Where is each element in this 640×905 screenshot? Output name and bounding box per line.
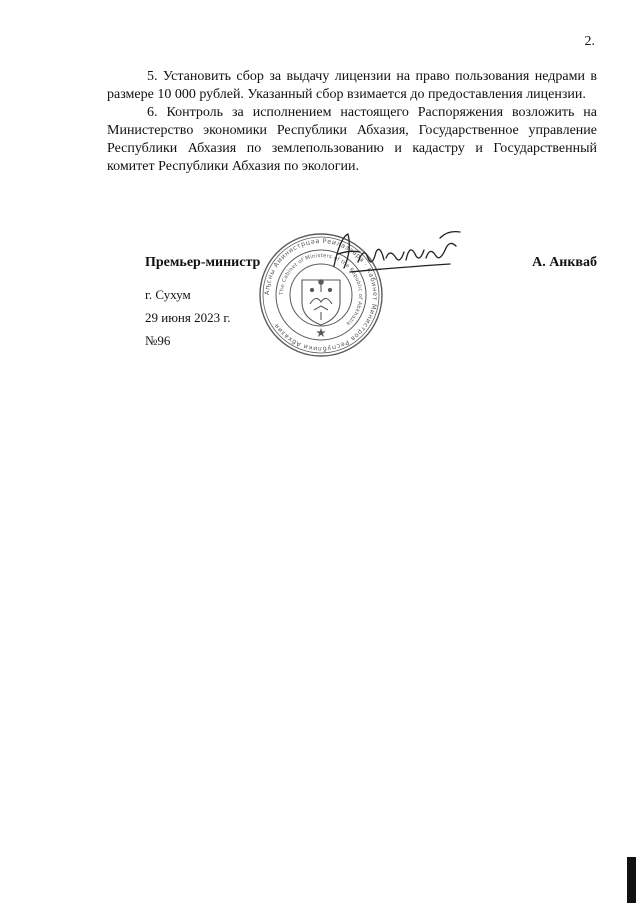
seal-inner-text: The Cabinet of Ministers of the Republic of Abkhazia [278, 252, 364, 327]
document-number: №96 [145, 333, 171, 348]
paragraph-6: 6. Контроль за исполнением настоящего Распоряжения возложить на Министерство экономики Республики Абхазия, Государственное управление Республики Абхазия по землепользованию и кадастру и Государственный комитет Республики Абхазия по экологии. [107, 105, 597, 174]
signer-name: А. Анкваб [532, 255, 597, 270]
scan-edge-mark [627, 857, 636, 903]
page-number: 2. [584, 34, 595, 49]
document-date: 29 июня 2023 г. [145, 310, 231, 325]
handwritten-signature-icon [330, 228, 470, 278]
seal-star-icon [316, 328, 326, 337]
document-body [107, 68, 597, 176]
seal-outer-text: Аҧсны Аминистрцәа Реилазаара · Кабинет Министров Республики Абхазия [262, 236, 380, 354]
coat-of-arms-icon [302, 280, 340, 325]
position-title: Премьер-министр [145, 255, 261, 270]
city: г. Сухум [145, 287, 191, 302]
paragraph-5: 5. Установить сбор за выдачу лицензии на право пользования недрами в размере 10 000 рублей. Указанный сбор взимается до предоставления лицензии. [107, 69, 597, 102]
